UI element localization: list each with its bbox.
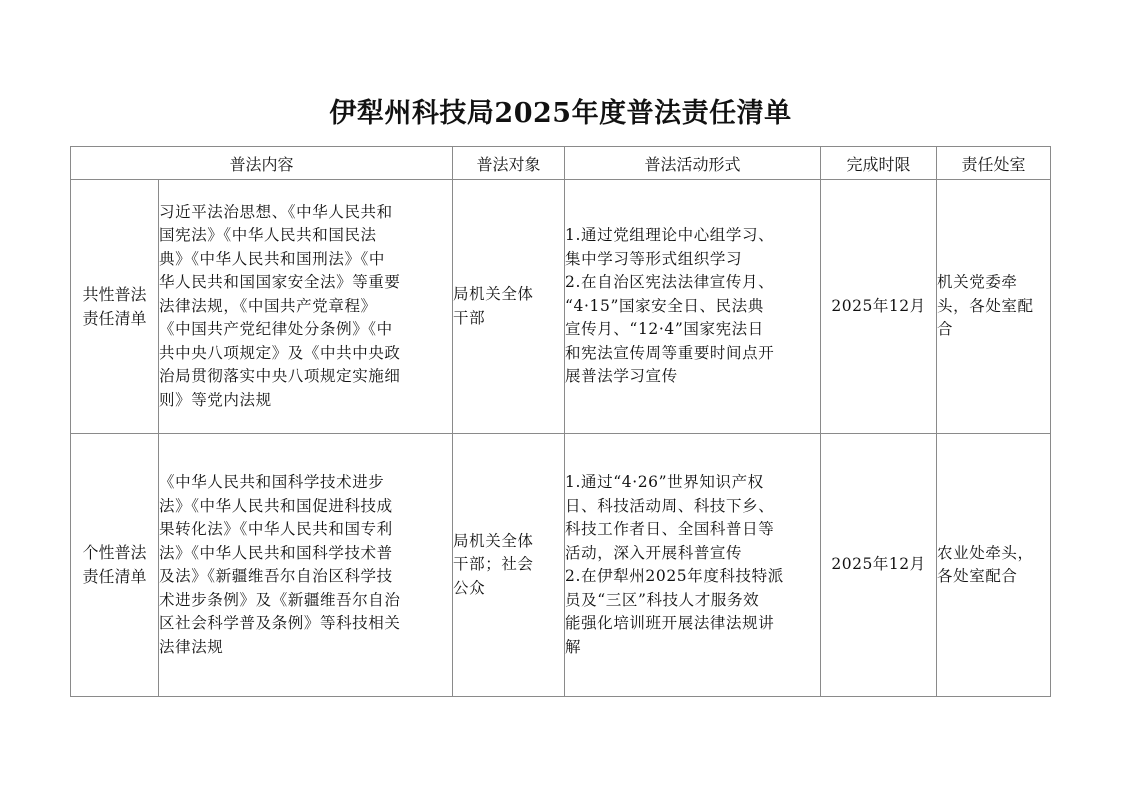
- content-line: 典》《中华人民共和国刑法》《中: [159, 249, 386, 268]
- office-line: 各处室配合: [937, 567, 1018, 585]
- category-line: 责任清单: [82, 308, 147, 328]
- header-content: 普法内容: [71, 147, 453, 180]
- target-line: 干部；社会: [453, 555, 534, 574]
- office-line: 合: [937, 320, 954, 339]
- target-line: 局机关全体: [453, 531, 534, 550]
- activity-line: 2.在自治区宪法法律宣传月、: [565, 273, 775, 292]
- activity-line: 活动，深入开展科普宣传: [565, 543, 743, 562]
- content-line: 共中央八项规定》及《中共中央政: [159, 343, 401, 362]
- office-line: 头，各处室配: [937, 296, 1034, 315]
- content-line: 术进步条例》及《新疆维吾尔自治: [159, 590, 401, 609]
- table-row: [71, 180, 1051, 434]
- activity-line: 员及“三区”科技人才服务效: [565, 590, 760, 609]
- content-line: 区社会科学普及条例》等科技相关: [159, 614, 401, 632]
- target-line: 干部: [453, 308, 486, 327]
- row-category: [71, 434, 159, 697]
- content-line: 则》等党内法规: [159, 390, 272, 409]
- header-deadline: 完成时限: [821, 147, 937, 180]
- row-category: [71, 180, 159, 434]
- content-line: 《中国共产党纪律处分条例》《中: [159, 320, 393, 339]
- target-line: 局机关全体: [453, 285, 534, 303]
- activity-line: 和宪法宣传周等重要时间点开: [565, 343, 775, 362]
- row-office: [937, 434, 1051, 697]
- office-line: 农业处牵头，: [937, 543, 1034, 562]
- activity-line: 解: [565, 637, 582, 656]
- row-activity: [565, 180, 821, 434]
- category-line: 责任清单: [82, 567, 147, 586]
- content-line: 果转化法》《中华人民共和国专利: [159, 520, 393, 538]
- responsibility-table: [70, 146, 1051, 697]
- category-line: 个性普法: [82, 543, 147, 562]
- activity-line: “4·15”国家安全日、民法典: [565, 296, 764, 315]
- office-line: 机关党委牵: [937, 273, 1018, 292]
- content-line: 法律法规: [159, 637, 224, 656]
- content-line: 国宪法》《中华人民共和国民法: [159, 226, 377, 245]
- content-line: 法》《中华人民共和国科学技术普: [159, 543, 393, 562]
- row-activity: [565, 434, 821, 697]
- row-deadline: 2025年12月: [821, 434, 937, 697]
- table-row: [71, 434, 1051, 697]
- activity-line: 1.通过“4·26”世界知识产权: [565, 473, 764, 491]
- content-line: 习近平法治思想、《中华人民共和: [159, 202, 393, 221]
- content-line: 法律法规，《中国共产党章程》: [159, 296, 377, 315]
- row-target: [453, 180, 565, 434]
- activity-line: 日、科技活动周、科技下乡、: [565, 496, 775, 515]
- activity-line: 2.在伊犁州2025年度科技特派: [565, 567, 784, 585]
- content-line: 法》《中华人民共和国促进科技成: [159, 496, 393, 515]
- activity-line: 集中学习等形式组织学习: [565, 249, 743, 268]
- content-line: 治局贯彻落实中央八项规定实施细: [159, 367, 401, 386]
- activity-line: 科技工作者日、全国科普日等: [565, 520, 775, 538]
- header-office: 责任处室: [937, 147, 1051, 180]
- activity-line: 1.通过党组理论中心组学习、: [565, 226, 775, 245]
- content-line: 及法》《新疆维吾尔自治区科学技: [159, 567, 393, 585]
- row-target: [453, 434, 565, 697]
- header-target: 普法对象: [453, 147, 565, 180]
- activity-line: 宣传月、“12·4”国家宪法日: [565, 320, 764, 339]
- row-deadline: 2025年12月: [821, 180, 937, 434]
- category-line: 共性普法: [82, 284, 147, 304]
- target-line: 公众: [453, 578, 486, 597]
- header-activity: 普法活动形式: [565, 147, 821, 180]
- content-line: 《中华人民共和国科学技术进步: [159, 473, 385, 491]
- row-content: [159, 180, 453, 434]
- activity-line: 展普法学习宣传: [565, 367, 678, 386]
- table-header-row: [71, 147, 1051, 180]
- activity-line: 能强化培训班开展法律法规讲: [565, 614, 775, 632]
- row-office: [937, 180, 1051, 434]
- page-title: 伊犁州科技局2025年度普法责任清单: [329, 98, 792, 129]
- content-line: 华人民共和国国家安全法》等重要: [159, 273, 401, 292]
- row-content: [159, 434, 453, 697]
